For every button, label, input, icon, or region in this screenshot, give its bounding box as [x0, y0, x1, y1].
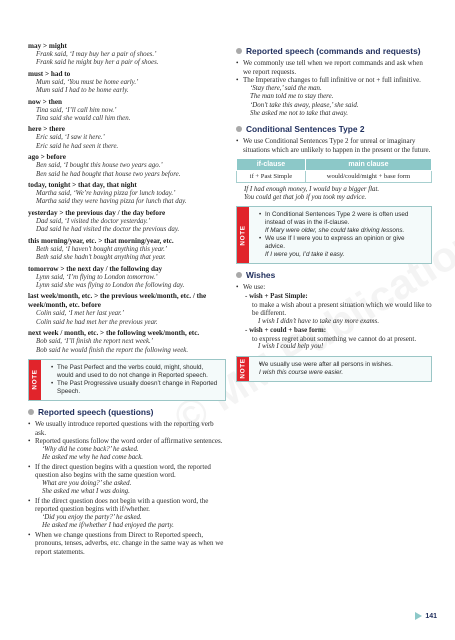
note-text: • The Past Perfect and the verbs could, might, should, would and used to do not change in Reported speech.	[51, 364, 220, 380]
note-tab: NOTE	[29, 360, 41, 400]
example-sentence: Tina said, ‘I’ll call him now.’	[36, 106, 117, 114]
example-sentence: Lynn said she was flying to London the following day.	[36, 281, 185, 289]
note-box-conditionals	[236, 206, 432, 264]
example-sentence: She asked me not to take that away.	[250, 110, 348, 117]
list-item	[28, 42, 226, 68]
list-item	[28, 265, 226, 291]
section-title-text: Reported speech (questions)	[38, 406, 154, 417]
note-tab: NOTE	[237, 207, 249, 263]
note-box-wishes	[236, 356, 432, 382]
bullet-dot-icon	[236, 126, 242, 132]
bullet-point: • The Imperative changes to full infinitive or not + full infinitive.	[236, 76, 432, 85]
wish-text: to express regret about something we cannot do at present.	[252, 334, 417, 343]
left-column	[28, 42, 226, 556]
entry-heading: next week / month, etc. > the following week/month, etc.	[28, 329, 200, 338]
right-column	[236, 42, 432, 388]
time-expression-list	[28, 42, 226, 355]
wish-heading: - wish + Past Simple:	[245, 292, 308, 300]
list-item	[28, 125, 226, 151]
list-item	[28, 329, 226, 355]
bullet-dot-icon	[236, 48, 242, 54]
page-number-text: 141	[425, 612, 437, 620]
example-sentence: He asked me if/whether I had enjoyed the party.	[42, 522, 174, 530]
entry-heading: yesterday > the previous day / the day before	[28, 208, 166, 217]
example-sentence: ‘Don’t take this away, please,’ she said.	[250, 101, 359, 109]
example-sentence: Bob said he would finish the report the following week.	[36, 346, 189, 354]
section-title-commands	[236, 46, 432, 56]
bullet-point: • When we change questions from Direct to Reported speech, pronouns, tenses, adverbs, etc. change in the same way as when we report statements.	[28, 531, 226, 557]
note-box-tenses	[28, 359, 226, 401]
reported-questions-list	[28, 420, 226, 556]
example-sentence: I wish I didn’t have to take any more exams.	[258, 317, 380, 325]
commands-list	[236, 59, 432, 118]
table-header-main-clause: main clause	[305, 158, 431, 170]
example-sentence: Colin said he had met her the previous year.	[36, 318, 158, 326]
example-sentence: Tina said she would call him then.	[36, 115, 131, 123]
entry-heading: here > there	[28, 125, 65, 134]
example-sentence: Dad said he had visited the doctor the previous day.	[36, 226, 180, 234]
table-cell: if + Past Simple	[237, 170, 306, 182]
bullet-point: • If the direct question does not begin with a question word, the reported question begins with if/whether.	[28, 497, 226, 514]
arrow-icon	[415, 612, 422, 620]
list-item	[28, 181, 226, 207]
note-example: If I were you, I’d take it easy.	[265, 251, 345, 259]
bullet-point: • We usually introduce reported questions with the reporting verb ask.	[28, 420, 226, 437]
example-sentence: He asked me why he had come back.	[42, 454, 144, 462]
example-sentence: Lynn said, ‘I’m flying to London tomorrow.’	[36, 273, 158, 281]
section-title-text: Reported speech (commands and requests)	[246, 46, 421, 56]
note-example: I wish this course were easier.	[259, 368, 344, 376]
list-item	[28, 209, 226, 235]
example-sentence: Beth said, ‘I haven’t bought anything this year.’	[36, 245, 168, 253]
note-text: • We use If I were you to express an opinion or give advice.	[259, 235, 426, 251]
list-item	[28, 292, 226, 327]
example-sentence: Bob said, ‘I’ll finish the report next week.’	[36, 338, 154, 346]
entry-heading: this morning/year, etc. > that morning/year, etc.	[28, 236, 174, 245]
example-sentence: You could get that job if you took my advice.	[244, 194, 367, 201]
entry-heading: must > had to	[28, 69, 71, 78]
note-text: • We usually use were after all persons in wishes.	[259, 361, 426, 369]
example-sentence: Mum said I had to be home early.	[36, 87, 129, 95]
conditional-intro: • We use Conditional Sentences Type 2 for unreal or imaginary situations which are unlikely to happen in the present or the future.	[236, 137, 432, 154]
conditional-table	[236, 158, 432, 183]
example-sentence: Eric said he had seen it there.	[36, 142, 119, 150]
example-sentence: Martha said they were having pizza for lunch that day.	[36, 198, 187, 206]
example-sentence: What are you doing?’ she asked.	[42, 479, 132, 487]
example-sentence: I wish I could help you!	[258, 343, 324, 351]
entry-heading: now > then	[28, 97, 63, 106]
example-sentence: Mum said, ‘You must be home early.’	[36, 78, 139, 86]
section-title-reported-questions	[28, 407, 226, 417]
example-sentence: Martha said, ‘We’re having pizza for lunch today.’	[36, 190, 176, 198]
example-sentence: Beth said she hadn’t bought anything that year.	[36, 254, 166, 262]
example-sentence: ‘Stay there,’ said the man.	[250, 84, 322, 92]
example-sentence: ‘Why did he come back?’ he asked.	[42, 445, 139, 453]
example-sentence: Dad said, ‘I visited the doctor yesterday.’	[36, 217, 151, 225]
note-example: If Mary were older, she could take driving lessons.	[265, 227, 405, 235]
entry-heading: may > might	[28, 42, 67, 50]
list-item	[28, 153, 226, 179]
note-tab: NOTE	[237, 357, 249, 381]
note-text: • The Past Progressive usually doesn’t change in Reported Speech.	[51, 380, 220, 396]
list-item	[28, 237, 226, 263]
example-sentence: Eric said, ‘I saw it here.’	[36, 134, 105, 142]
example-sentence: The man told me to stay there.	[250, 93, 334, 101]
bullet-dot-icon	[236, 272, 242, 278]
wishes-intro: • We use:	[236, 283, 432, 292]
entry-heading: today, tonight > that day, that night	[28, 181, 137, 190]
bullet-point: • Reported questions follow the word order of affirmative sentences.	[28, 437, 226, 446]
wish-heading: - wish + could + base form:	[245, 326, 327, 335]
example-sentence: She asked me what I was doing.	[42, 488, 130, 496]
bullet-point: • If the direct question begins with a question word, the reported question also begins with the same question word.	[28, 463, 226, 480]
example-sentence: If I had enough money, I would buy a bigger flat.	[244, 185, 380, 193]
table-cell: would/could/might + base form	[305, 170, 431, 182]
section-title-conditionals	[236, 124, 432, 134]
page-number	[415, 612, 437, 620]
example-sentence: Frank said he might buy her a pair of shoes.	[36, 59, 159, 67]
wish-text: to make a wish about a present situation which we would like to be different.	[252, 300, 432, 318]
example-sentence: ‘Did you enjoy the party?’ he asked.	[42, 513, 142, 521]
list-item	[28, 70, 226, 96]
wishes-list	[236, 292, 432, 352]
list-item	[28, 98, 226, 124]
bullet-point: • We commonly use tell when we report commands and ask when we report requests.	[236, 59, 432, 76]
entry-heading: tomorrow > the next day / the following day	[28, 264, 163, 273]
example-sentence: Ben said, ‘I bought this house two years ago.’	[36, 162, 163, 170]
table-header-if-clause: if-clause	[237, 158, 306, 170]
example-sentence: Colin said, ‘I met her last year.’	[36, 310, 125, 318]
example-sentence: Ben said he had bought that house two years before.	[36, 170, 181, 178]
entry-heading: ago > before	[28, 153, 66, 162]
note-text: • In Conditional Sentences Type 2 were is often used instead of was in the if-clause.	[259, 211, 426, 227]
section-title-text: Wishes	[246, 270, 276, 281]
example-sentence: Frank said, ‘I may buy her a pair of shoes.’	[36, 51, 157, 58]
section-title-wishes	[236, 270, 432, 280]
bullet-dot-icon	[28, 409, 34, 415]
section-title-text: Conditional Sentences Type 2	[246, 124, 365, 135]
entry-heading: last week/month, etc. > the previous week/month, etc. / the week/month, etc. before	[28, 292, 207, 310]
